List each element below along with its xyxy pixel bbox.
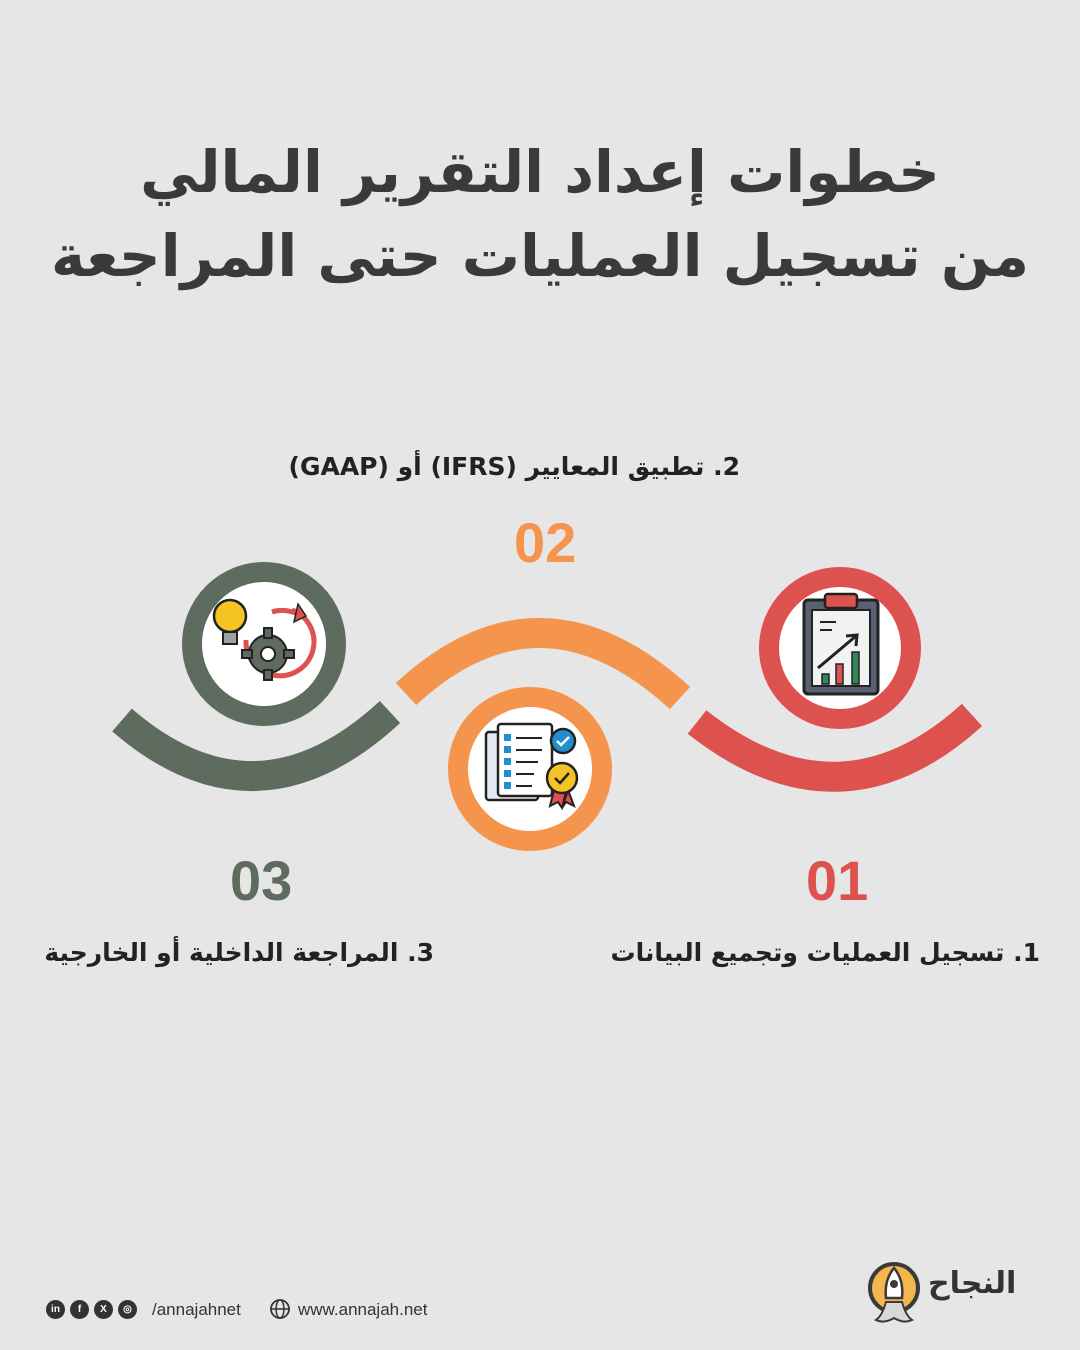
step-3-circle bbox=[192, 572, 336, 716]
step-2-label: 2. تطبيق المعايير (IFRS) أو (GAAP) bbox=[288, 452, 740, 481]
globe-icon bbox=[270, 1299, 290, 1319]
social-handle[interactable]: /annajahnet bbox=[152, 1300, 241, 1319]
linkedin-icon[interactable]: in bbox=[46, 1300, 65, 1319]
step-2-circle bbox=[458, 697, 602, 841]
step-1-label: 1. تسجيل العمليات وتجميع البيانات bbox=[610, 938, 1040, 967]
website-link[interactable]: www.annajah.net bbox=[298, 1300, 428, 1319]
social-icons bbox=[46, 1300, 137, 1319]
title-line-1: خطوات إعداد التقرير المالي bbox=[140, 138, 940, 206]
step-1-circle bbox=[769, 577, 911, 719]
x-icon[interactable]: X bbox=[94, 1300, 113, 1319]
clipboard-chart-icon bbox=[804, 594, 878, 694]
facebook-icon[interactable]: f bbox=[70, 1300, 89, 1319]
documents-certificate-icon bbox=[486, 724, 577, 808]
step-3-label: 3. المراجعة الداخلية أو الخارجية bbox=[44, 938, 434, 967]
brand-name: النجاح bbox=[928, 1266, 1017, 1301]
step-1-number: 01 bbox=[806, 849, 869, 912]
instagram-icon[interactable]: ◎ bbox=[118, 1300, 137, 1319]
rocket-logo-icon bbox=[866, 1258, 926, 1334]
title-line-2: من تسجيل العمليات حتى المراجعة bbox=[51, 222, 1029, 290]
step-3-number: 03 bbox=[230, 849, 293, 912]
step-2-number: 02 bbox=[514, 511, 577, 574]
